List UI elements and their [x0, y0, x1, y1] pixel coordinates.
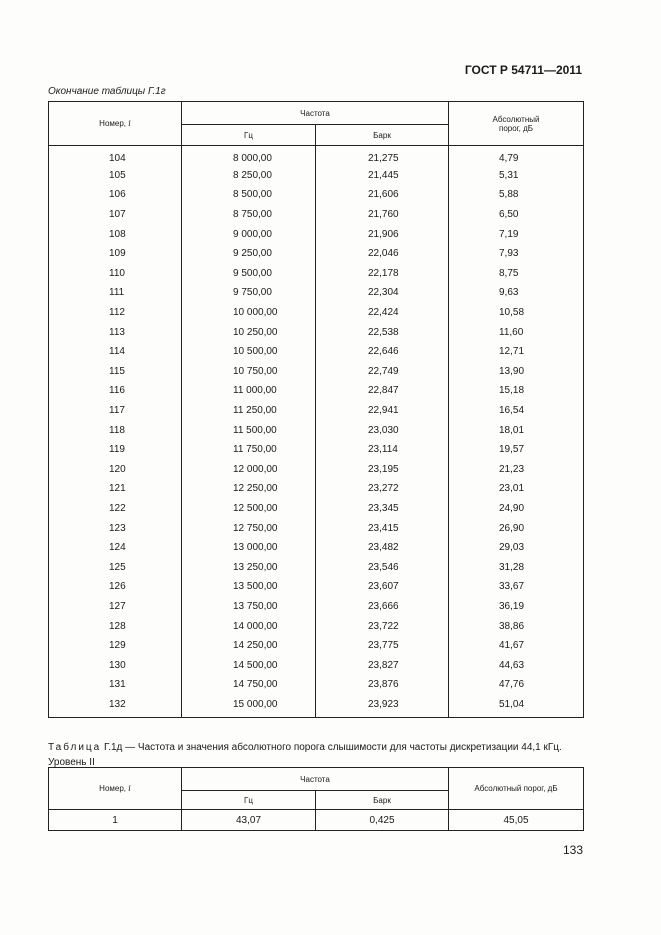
table-row	[49, 303, 584, 323]
cell-hz: 10 250,00	[182, 322, 316, 342]
cell-hz: 11 500,00	[182, 420, 316, 440]
cell-hz: 13 750,00	[182, 597, 316, 617]
cell-hz: 13 250,00	[182, 557, 316, 577]
table-row	[49, 655, 584, 675]
cell-number: 127	[49, 597, 182, 617]
cell-bark: 21,275	[316, 146, 449, 166]
cell-bark: 23,114	[316, 440, 449, 460]
cell-hz: 13 500,00	[182, 577, 316, 597]
cell-bark: 23,195	[316, 460, 449, 480]
header-bark: Барк	[316, 125, 449, 146]
cell-bark: 23,607	[316, 577, 449, 597]
cell-threshold: 23,01	[449, 479, 584, 499]
cell-bark: 21,606	[316, 185, 449, 205]
table-caption-g1d: Таблица Г.1д — Частота и значения абсолютного порога слышимости для частоты дискретизации 44,1 кГц. Уровень II	[48, 742, 562, 768]
cell-number: 123	[49, 518, 182, 538]
frequency-table-g1d	[48, 767, 584, 831]
cell-threshold: 18,01	[449, 420, 584, 440]
cell-threshold: 21,23	[449, 460, 584, 480]
cell-bark: 23,272	[316, 479, 449, 499]
cell-number: 131	[49, 675, 182, 695]
table-row	[49, 499, 584, 519]
cell-number: 117	[49, 401, 182, 421]
header-number: Номер, i	[49, 102, 182, 146]
cell-bark: 21,760	[316, 205, 449, 225]
cell-number: 132	[49, 695, 182, 718]
cell-threshold: 44,63	[449, 655, 584, 675]
cell-number: 113	[49, 322, 182, 342]
cell-hz: 9 750,00	[182, 283, 316, 303]
header-threshold: Абсолютный порог, дБ	[449, 102, 584, 146]
cell-number: 125	[49, 557, 182, 577]
cell-hz: 9 000,00	[182, 224, 316, 244]
table-row	[49, 597, 584, 617]
cell-number: 107	[49, 205, 182, 225]
table-row	[49, 440, 584, 460]
cell-threshold: 29,03	[449, 538, 584, 558]
header-bark: Барк	[316, 791, 449, 810]
cell-number: 109	[49, 244, 182, 264]
cell-threshold: 11,60	[449, 322, 584, 342]
cell-hz: 14 000,00	[182, 616, 316, 636]
cell-threshold: 15,18	[449, 381, 584, 401]
table-row	[49, 401, 584, 421]
cell-hz: 13 000,00	[182, 538, 316, 558]
cell-number: 106	[49, 185, 182, 205]
cell-threshold: 41,67	[449, 636, 584, 656]
table-row	[49, 166, 584, 186]
cell-bark: 22,847	[316, 381, 449, 401]
cell-hz: 15 000,00	[182, 695, 316, 718]
cell-bark: 23,345	[316, 499, 449, 519]
header-frequency: Частота	[182, 102, 449, 125]
cell-threshold: 33,67	[449, 577, 584, 597]
table-row	[49, 185, 584, 205]
cell-hz: 10 000,00	[182, 303, 316, 323]
cell-number: 126	[49, 577, 182, 597]
cell-number: 110	[49, 264, 182, 284]
cell-threshold: 31,28	[449, 557, 584, 577]
cell-hz: 14 750,00	[182, 675, 316, 695]
cell-threshold: 10,58	[449, 303, 584, 323]
table-row	[49, 205, 584, 225]
frequency-table-g1g	[48, 101, 584, 718]
cell-hz: 8 000,00	[182, 146, 316, 166]
cell-bark: 22,046	[316, 244, 449, 264]
cell-number: 116	[49, 381, 182, 401]
cell-bark: 22,941	[316, 401, 449, 421]
cell-hz: 12 500,00	[182, 499, 316, 519]
cell-threshold: 7,19	[449, 224, 584, 244]
table-row	[49, 636, 584, 656]
cell-hz: 8 750,00	[182, 205, 316, 225]
cell-hz: 43,07	[182, 810, 316, 831]
cell-threshold: 12,71	[449, 342, 584, 362]
cell-bark: 23,923	[316, 695, 449, 718]
cell-hz: 14 250,00	[182, 636, 316, 656]
cell-number: 1	[49, 810, 182, 831]
table-row	[49, 342, 584, 362]
cell-threshold: 16,54	[449, 401, 584, 421]
cell-number: 111	[49, 283, 182, 303]
cell-threshold: 38,86	[449, 616, 584, 636]
header-number: Номер, i	[49, 768, 182, 810]
cell-number: 105	[49, 166, 182, 186]
cell-hz: 12 250,00	[182, 479, 316, 499]
cell-number: 115	[49, 362, 182, 382]
cell-threshold: 6,50	[449, 205, 584, 225]
cell-number: 124	[49, 538, 182, 558]
cell-threshold: 26,90	[449, 518, 584, 538]
cell-number: 120	[49, 460, 182, 480]
table-row	[49, 224, 584, 244]
table-row	[49, 538, 584, 558]
cell-hz: 12 000,00	[182, 460, 316, 480]
cell-bark: 22,538	[316, 322, 449, 342]
table-row	[49, 362, 584, 382]
cell-threshold: 47,76	[449, 675, 584, 695]
table-row	[49, 557, 584, 577]
cell-number: 104	[49, 146, 182, 166]
cell-threshold: 8,75	[449, 264, 584, 284]
cell-hz: 8 250,00	[182, 166, 316, 186]
cell-threshold: 5,88	[449, 185, 584, 205]
table-row	[49, 810, 584, 831]
header-hz: Гц	[182, 791, 316, 810]
table-row	[49, 675, 584, 695]
cell-number: 108	[49, 224, 182, 244]
document-code: ГОСТ Р 54711—2011	[464, 63, 582, 77]
page-number: 133	[562, 843, 583, 857]
cell-bark: 23,482	[316, 538, 449, 558]
table-row	[49, 420, 584, 440]
header-hz: Гц	[182, 125, 316, 146]
table-row	[49, 479, 584, 499]
cell-bark: 21,906	[316, 224, 449, 244]
cell-threshold: 51,04	[449, 695, 584, 718]
table-row	[49, 695, 584, 718]
cell-number: 130	[49, 655, 182, 675]
cell-number: 128	[49, 616, 182, 636]
cell-hz: 12 750,00	[182, 518, 316, 538]
cell-bark: 23,415	[316, 518, 449, 538]
cell-hz: 11 750,00	[182, 440, 316, 460]
cell-bark: 23,030	[316, 420, 449, 440]
cell-threshold: 36,19	[449, 597, 584, 617]
cell-hz: 9 500,00	[182, 264, 316, 284]
cell-bark: 23,775	[316, 636, 449, 656]
cell-bark: 0,425	[316, 810, 449, 831]
cell-number: 114	[49, 342, 182, 362]
table-row	[49, 322, 584, 342]
table-continuation-caption: Окончание таблицы Г.1г	[48, 86, 166, 97]
cell-threshold: 4,79	[449, 146, 584, 166]
cell-bark: 23,827	[316, 655, 449, 675]
header-frequency: Частота	[182, 768, 449, 791]
cell-bark: 21,445	[316, 166, 449, 186]
cell-bark: 23,666	[316, 597, 449, 617]
cell-bark: 23,722	[316, 616, 449, 636]
table-row	[49, 518, 584, 538]
cell-hz: 9 250,00	[182, 244, 316, 264]
cell-bark: 22,424	[316, 303, 449, 323]
cell-hz: 8 500,00	[182, 185, 316, 205]
cell-bark: 23,876	[316, 675, 449, 695]
cell-hz: 10 750,00	[182, 362, 316, 382]
table-row	[49, 577, 584, 597]
cell-number: 121	[49, 479, 182, 499]
table-row	[49, 244, 584, 264]
cell-number: 112	[49, 303, 182, 323]
table-row	[49, 616, 584, 636]
table-row	[49, 381, 584, 401]
cell-number: 122	[49, 499, 182, 519]
cell-bark: 22,749	[316, 362, 449, 382]
cell-bark: 22,178	[316, 264, 449, 284]
cell-threshold: 45,05	[449, 810, 584, 831]
cell-threshold: 5,31	[449, 166, 584, 186]
cell-hz: 14 500,00	[182, 655, 316, 675]
table-row	[49, 264, 584, 284]
cell-threshold: 13,90	[449, 362, 584, 382]
cell-threshold: 9,63	[449, 283, 584, 303]
cell-bark: 22,646	[316, 342, 449, 362]
cell-number: 118	[49, 420, 182, 440]
table-row	[49, 146, 584, 166]
cell-hz: 11 250,00	[182, 401, 316, 421]
cell-bark: 23,546	[316, 557, 449, 577]
table-row	[49, 460, 584, 480]
cell-threshold: 7,93	[449, 244, 584, 264]
cell-number: 119	[49, 440, 182, 460]
cell-hz: 11 000,00	[182, 381, 316, 401]
header-threshold: Абсолютный порог, дБ	[449, 768, 584, 810]
cell-hz: 10 500,00	[182, 342, 316, 362]
cell-threshold: 24,90	[449, 499, 584, 519]
cell-threshold: 19,57	[449, 440, 584, 460]
table-row	[49, 283, 584, 303]
cell-bark: 22,304	[316, 283, 449, 303]
cell-number: 129	[49, 636, 182, 656]
